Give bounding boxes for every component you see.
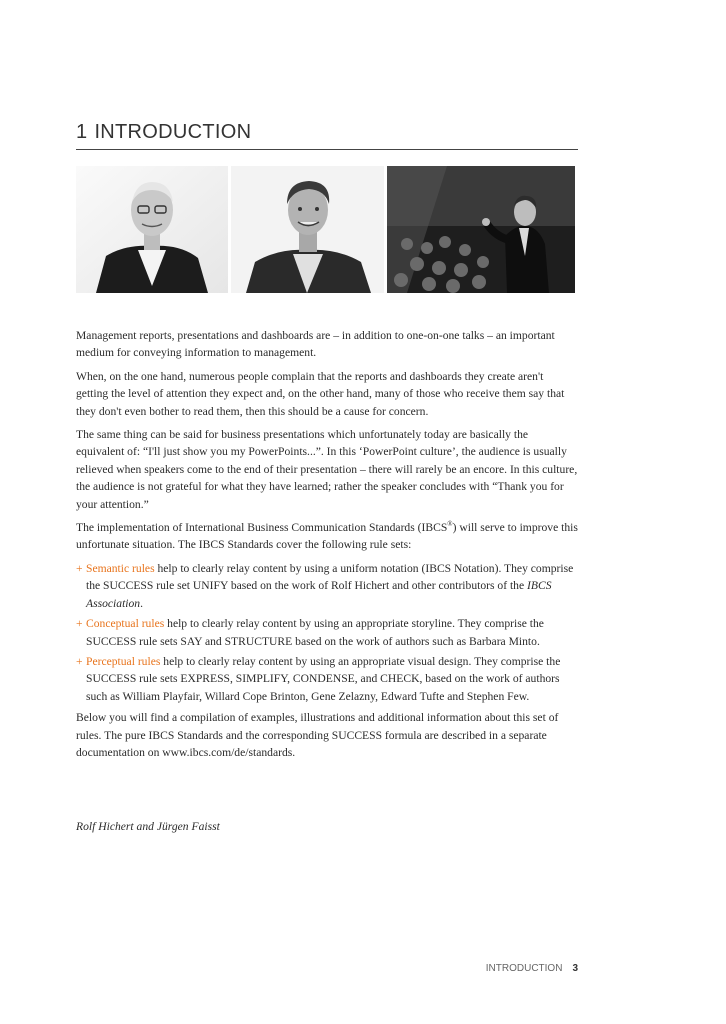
chapter-title-text: INTRODUCTION [94,121,252,143]
rule-name-perceptual: Perceptual rules [86,654,161,668]
portrait-man-smiling [231,166,384,293]
rule-text: help to clearly relay content by using a uniform notation (IBCS Notation). They comprise the SUCCESS rule set UNIFY based on the work of Rolf Hichert and other contributors of the [86,561,574,593]
signature: Rolf Hichert and Jürgen Faisst [76,820,220,833]
paragraph-ibcs [76,519,578,554]
registered-mark: ® [447,520,453,529]
rule-end: . [140,596,144,610]
paragraph-compilation: Below you will find a compilation of examples, illustrations and additional information about this set of rules. The pure IBCS Standards and the corresponding SUCCESS formula are described in a separate documentation on www.ibcs.com/de/standards. [76,711,559,759]
list-item [76,615,578,650]
photo-strip [76,166,575,293]
paragraph-presentations: The same thing can be said for business presentations which unfortunately today are basically the equivalent of: “I'll just show you my PowerPoints...”. In this ‘PowerPoint culture’, the audience is usually relieved when speakers come to the end of their presentation – there will rarely be an encore. In this culture, the audience is not grateful for what they have learned; rather the speaker concludes with “Thank you for your attention.” [76,428,578,511]
rule-text: help to clearly relay content by using an appropriate storyline. They comprise the SUCCESS rule sets SAY and STRUCTURE based on the work of authors such as Barbara Minto. [86,617,544,648]
paragraph-intro: Management reports, presentations and dashboards are – in addition to one-on-one talks – an important medium for conveying information to management. [76,329,555,360]
page-number: 3 [572,963,578,974]
rule-italic: IBCS Association [86,579,552,610]
paragraph-ibcs-part1: The implementation of International Business Communication Standards (IBCS [76,521,448,535]
paragraph-ibcs-part2: ) will serve to improve this unfortunate situation. The IBCS Standards cover the following rule sets: [76,521,578,552]
body-text [76,327,578,767]
footer-section: INTRODUCTION [485,963,563,974]
chapter-title [76,121,578,150]
plus-icon: + [76,654,83,668]
rule-list [76,560,578,705]
list-item [76,560,578,612]
speaker-on-stage [387,166,575,293]
list-item [76,653,578,705]
chapter-number: 1 [76,121,88,143]
portrait-older-man [76,166,228,293]
rule-text: help to clearly relay content by using an appropriate visual design. They comprise the SUCCESS rule sets EXPRESS, SIMPLIFY, CONDENSE, and CHECK, based on the work of authors such as William Playfair, Willard Cope Brinton, Gene Zelazny, Edward Tufte and Stephen Few. [86,654,561,703]
rule-name-semantic: Semantic rules [86,561,155,575]
plus-icon: + [76,617,83,631]
page-footer [430,963,578,974]
plus-icon: + [76,561,83,575]
rule-name-conceptual: Conceptual rules [86,617,165,631]
paragraph-concern: When, on the one hand, numerous people complain that the reports and dashboards they create aren't getting the level of attention they expect and, on the other hand, many of those who receive them say that they don't even bother to read them, then this should be a cause for concern. [76,369,565,418]
